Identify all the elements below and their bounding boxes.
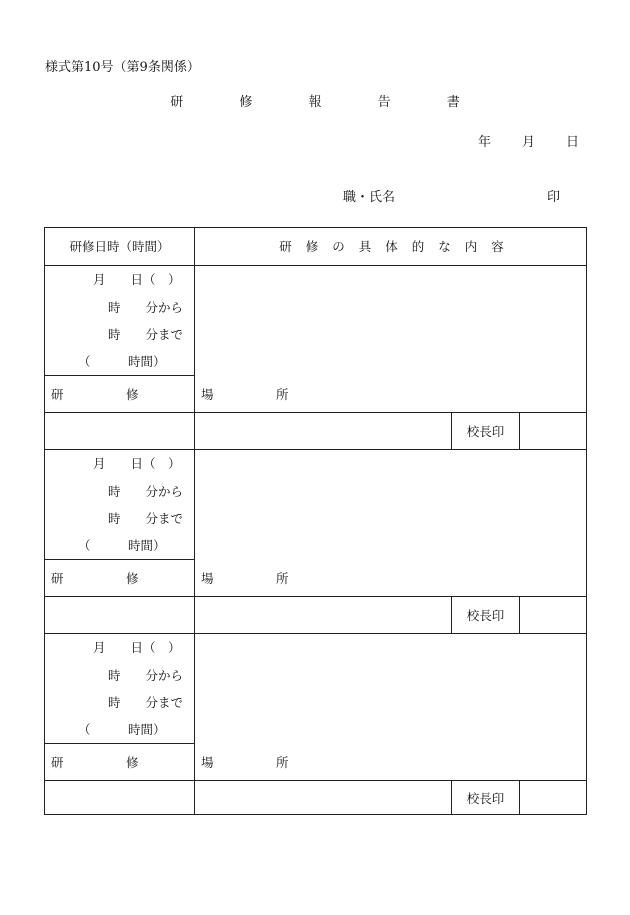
- time-to: 時 分まで: [108, 327, 184, 342]
- time-from: 時 分から: [108, 484, 184, 499]
- seal-divider: [519, 412, 520, 449]
- month-day: 月 日（ ）: [93, 640, 181, 655]
- row-divider: [45, 559, 194, 560]
- time-from: 時 分から: [108, 668, 184, 683]
- column-divider: [194, 228, 195, 814]
- year-label: 年: [478, 135, 492, 150]
- principal-seal-label: 校長印: [466, 608, 505, 623]
- row-divider: [45, 412, 586, 413]
- report-table: [44, 227, 587, 815]
- block-divider: [45, 449, 586, 450]
- month-day: 月 日（ ）: [93, 272, 181, 287]
- time-to: 時 分まで: [108, 695, 184, 710]
- header-content: 研修の具体的な内容: [279, 239, 518, 254]
- place-label: 研 修 場 所: [51, 571, 314, 586]
- time-to: 時 分まで: [108, 511, 184, 526]
- page-title: 研 修 報 告 書: [170, 95, 486, 110]
- hours: （ 時間）: [78, 538, 166, 553]
- header-datetime: 研修日時（時間）: [69, 239, 170, 254]
- date-line: [478, 131, 579, 150]
- principal-seal-label: 校長印: [466, 791, 505, 806]
- header-divider: [45, 265, 586, 266]
- day-label: 日: [566, 135, 580, 150]
- hours: （ 時間）: [78, 354, 166, 369]
- time-from: 時 分から: [108, 300, 184, 315]
- place-label: 研 修 場 所: [51, 755, 314, 770]
- row-divider: [45, 375, 194, 376]
- row-divider: [45, 780, 586, 781]
- month-label: 月: [522, 135, 536, 150]
- seal-divider: [519, 596, 520, 633]
- month-day: 月 日（ ）: [93, 456, 181, 471]
- seal-mark: 印: [547, 190, 561, 205]
- row-divider: [45, 596, 586, 597]
- name-label: 職・氏名: [343, 190, 396, 205]
- seal-divider: [519, 780, 520, 814]
- place-label: 研 修 場 所: [51, 387, 314, 402]
- principal-seal-label: 校長印: [466, 424, 505, 439]
- form-number: 様式第10号（第9条関係）: [45, 60, 200, 75]
- hours: （ 時間）: [78, 722, 166, 737]
- row-divider: [45, 743, 194, 744]
- block-divider: [45, 633, 586, 634]
